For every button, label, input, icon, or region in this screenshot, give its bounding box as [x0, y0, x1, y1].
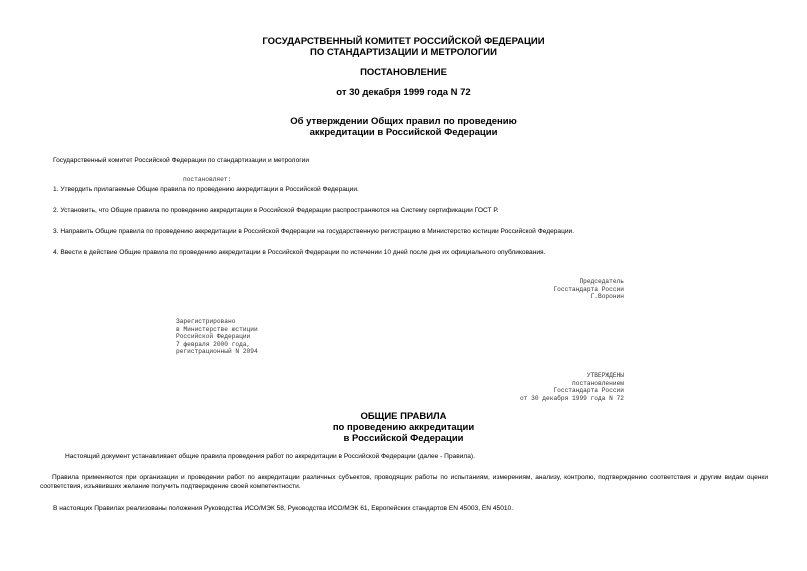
org-name-line2: ПО СТАНДАРТИЗАЦИИ И МЕТРОЛОГИИ: [310, 47, 497, 58]
signature-block: [553, 278, 624, 301]
rules-paragraph-text: В настоящих Правилах реализованы положения Руководства ИСО/МЭК 58, Руководства ИСО/МЭК 61, Европейских стандартов EN 45003, EN 45010.: [53, 505, 514, 512]
document-title: [0, 116, 807, 138]
rules-paragraph: [53, 452, 475, 461]
rules-title-line1: ОБЩИЕ ПРАВИЛА: [360, 411, 447, 422]
rules-title-line2: по проведению аккредитации: [332, 422, 475, 433]
approval-line: постановлением: [572, 379, 624, 387]
approval-line: от 30 декабря 1999 года N 72: [520, 394, 624, 402]
rules-title: [0, 411, 807, 444]
rules-paragraph-text: Правила применяются при организации и проведении работ по аккредитации различных субъектов, проводящих работы по испытаниям, измерениям, анализу, контролю, подтверждению соответствия и другим видам оценки соответствия, изъявивших желание получить подтверждение своей компетентности.: [40, 474, 768, 490]
registration-line: Зарегистрировано: [176, 318, 236, 325]
signature-position: Председатель: [579, 278, 624, 285]
resolves-text: постановляет:: [183, 176, 232, 183]
registration-line: 7 февраля 2000 года,: [176, 340, 251, 348]
list-item: 3. Направить Общие правила по проведению аккредитации в Российской Федерации на государственную регистрацию в Министерство юстиции Российской Федерации.: [53, 228, 575, 235]
organization-header: [0, 36, 807, 58]
rules-paragraph: [53, 504, 513, 513]
document-title-line2: аккредитации в Российской Федерации: [309, 127, 498, 138]
approval-line: Госстандарта России: [553, 387, 624, 395]
list-item: 1. Утвердить прилагаемые Общие правила по проведению аккредитации в Российской Федерации.: [53, 186, 359, 193]
registration-line: Российской Федерации: [176, 333, 251, 341]
rules-title-line3: в Российской Федерации: [343, 433, 464, 444]
rules-paragraph-text: Настоящий документ устанавливает общие правила проведения работ по аккредитации в Российской Федерации (далее - Правила).: [65, 453, 475, 460]
list-item: 2. Установить, что Общие правила по проведению аккредитации в Российской Федерации распространяются на Систему сертификации ГОСТ Р.: [53, 207, 499, 214]
signature-organization: Госстандарта России: [553, 285, 624, 293]
registration-line: регистрационный N 2094: [176, 348, 258, 356]
document-title-line1: Об утверждении Общих правил по проведению: [290, 116, 517, 127]
org-name-line1: ГОСУДАРСТВЕННЫЙ КОМИТЕТ РОССИЙСКОЙ ФЕДЕРАЦИИ: [262, 36, 545, 47]
document-date: от 30 декабря 1999 года N 72: [336, 87, 471, 98]
registration-note: [176, 318, 258, 356]
intro-text: Государственный комитет Российской Федерации по стандартизации и метрологии: [53, 157, 310, 164]
registration-line: в Министерстве юстиции: [176, 325, 258, 333]
list-item: 4. Ввести в действие Общие правила по проведению аккредитации в Российской Федерации по истечении 10 дней после дня их официального опубликования.: [53, 249, 546, 256]
rules-paragraph: [40, 473, 768, 491]
signature-name: Г.Воронин: [590, 293, 624, 301]
approval-line: УТВЕРЖДЕНЫ: [586, 372, 624, 379]
approval-block: [520, 372, 624, 402]
document-type: ПОСТАНОВЛЕНИЕ: [360, 67, 447, 78]
